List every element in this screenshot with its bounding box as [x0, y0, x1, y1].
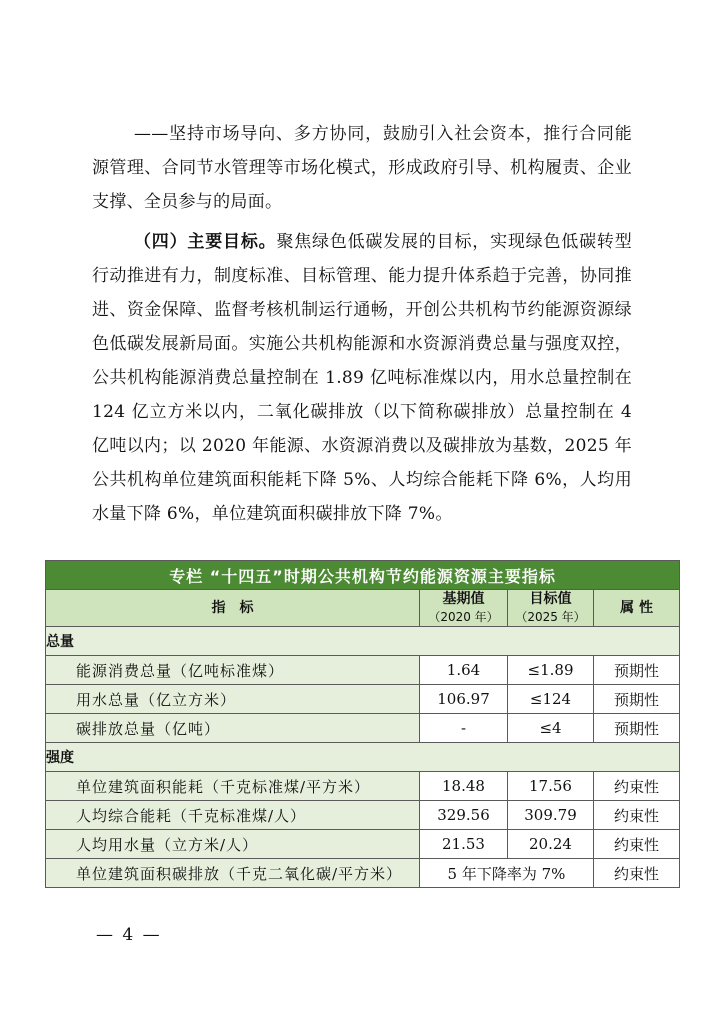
table-caption: 专栏 “十四五”时期公共机构节约能源资源主要指标	[46, 561, 680, 590]
header-attribute: 属 性	[594, 590, 680, 627]
header-base-year: （2020 年）	[428, 610, 499, 624]
row-attribute: 预期性	[594, 656, 680, 685]
row-target: 309.79	[508, 801, 594, 830]
paragraph-main-goals	[92, 225, 632, 531]
row-attribute: 预期性	[594, 685, 680, 714]
row-target: 17.56	[508, 772, 594, 801]
header-indicator: 指 标	[46, 590, 420, 627]
table-row	[46, 859, 680, 888]
header-target	[508, 590, 594, 627]
section-heading: （四）主要目标。	[134, 232, 277, 252]
row-name: 单位建筑面积能耗（千克标准煤/平方米）	[46, 772, 420, 801]
row-name: 人均综合能耗（千克标准煤/人）	[46, 801, 420, 830]
row-base: 21.53	[420, 830, 508, 859]
row-attribute: 约束性	[594, 859, 680, 888]
row-base: 329.56	[420, 801, 508, 830]
row-target: ≤124	[508, 685, 594, 714]
section-intensity: 强度	[46, 743, 680, 772]
paragraph-market-orientation: ——坚持市场导向、多方协同，鼓励引入社会资本，推行合同能源管理、合同节水管理等市场化模式，形成政府引导、机构履责、企业支撑、全员参与的局面。	[92, 124, 632, 212]
table-row	[46, 685, 680, 714]
header-base	[420, 590, 508, 627]
row-name: 用水总量（亿立方米）	[46, 685, 420, 714]
row-base: -	[420, 714, 508, 743]
row-merged-value: 5 年下降率为 7%	[420, 859, 594, 888]
indicators-table	[45, 560, 680, 888]
header-target-label: 目标值	[529, 591, 572, 607]
row-attribute: 预期性	[594, 714, 680, 743]
table-row	[46, 830, 680, 859]
row-name: 能源消费总量（亿吨标准煤）	[46, 656, 420, 685]
row-name: 碳排放总量（亿吨）	[46, 714, 420, 743]
header-target-year: （2025 年）	[515, 610, 586, 624]
row-attribute: 约束性	[594, 772, 680, 801]
row-base: 18.48	[420, 772, 508, 801]
row-attribute: 约束性	[594, 830, 680, 859]
section-total: 总量	[46, 627, 680, 656]
header-base-label: 基期值	[442, 591, 485, 607]
table-row	[46, 656, 680, 685]
page-number: — 4 —	[96, 925, 162, 945]
row-target: 20.24	[508, 830, 594, 859]
row-target: ≤4	[508, 714, 594, 743]
row-name: 单位建筑面积碳排放（千克二氧化碳/平方米）	[46, 859, 420, 888]
table-row	[46, 801, 680, 830]
row-name: 人均用水量（立方米/人）	[46, 830, 420, 859]
row-base: 106.97	[420, 685, 508, 714]
row-attribute: 约束性	[594, 801, 680, 830]
table-row	[46, 714, 680, 743]
paragraph-body: 聚焦绿色低碳发展的目标，实现绿色低碳转型行动推进有力，制度标准、目标管理、能力提升体系趋于完善，协同推进、资金保障、监督考核机制运行通畅，开创公共机构节约能源资源绿色低碳发展新局面。实施公共机构能源和水资源消费总量与强度双控，公共机构能源消费总量控制在 1.89 亿吨标准煤以内，用水总量控制在 124 亿立方米以内，二氧化碳排放（以下简称碳排放）总量控制在 4 亿吨以内；以 2020 年能源、水资源消费以及碳排放为基数，2025 年公共机构单位建筑面积能耗下降 5%、人均综合能耗下降 6%，人均用水量下降 6%，单位建筑面积碳排放下降 7%。	[92, 232, 633, 524]
row-target: ≤1.89	[508, 656, 594, 685]
row-base: 1.64	[420, 656, 508, 685]
table-row	[46, 772, 680, 801]
